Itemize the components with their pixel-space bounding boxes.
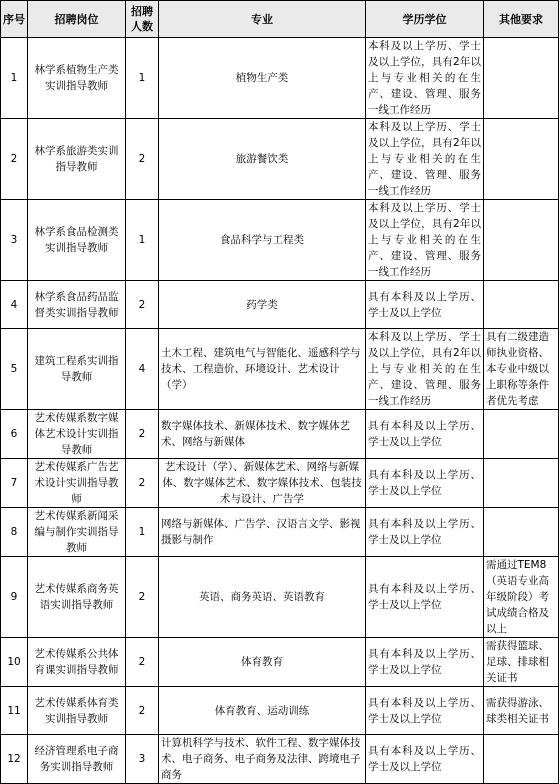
cell-major: 药学类 <box>159 281 366 329</box>
cell-index: 7 <box>1 459 28 508</box>
cell-degree: 具有本科及以上学历、学士及以上学位 <box>366 281 484 329</box>
table-row <box>1 557 559 638</box>
cell-other <box>484 459 559 508</box>
cell-position: 艺术传媒系新闻采编与制作实训指导教师 <box>28 508 126 557</box>
header-count: 招聘人数 <box>126 1 159 38</box>
cell-count: 2 <box>126 687 159 735</box>
cell-other: 需获得篮球、足球、排球相关证书 <box>484 638 559 687</box>
header-other: 其他要求 <box>484 1 559 38</box>
cell-position: 艺术传媒系商务英语实训指导教师 <box>28 557 126 638</box>
cell-other <box>484 735 559 784</box>
cell-major: 体育教育、运动训练 <box>159 687 366 735</box>
cell-other: 需通过TEM8（英语专业高年级阶段）考试成绩合格及以上 <box>484 557 559 638</box>
cell-position: 林学系旅游类实训指导教师 <box>28 119 126 200</box>
cell-position: 建筑工程系实训指导教师 <box>28 329 126 410</box>
cell-major: 数字媒体技术、新媒体技术、数字媒体艺术、网络与新媒体 <box>159 410 366 459</box>
cell-major: 食品科学与工程类 <box>159 200 366 281</box>
table-row <box>1 200 559 281</box>
cell-count: 2 <box>126 459 159 508</box>
cell-index: 3 <box>1 200 28 281</box>
cell-count: 2 <box>126 557 159 638</box>
cell-count: 2 <box>126 638 159 687</box>
table-row <box>1 687 559 735</box>
cell-index: 8 <box>1 508 28 557</box>
cell-degree: 本科及以上学历、学士及以上学位，具有2年以上与专业相关的在生产、建设、管理、服务一线工作经历 <box>366 329 484 410</box>
cell-index: 12 <box>1 735 28 784</box>
cell-position: 艺术传媒系数字媒体艺术设计实训指导教师 <box>28 410 126 459</box>
header-row <box>1 1 559 38</box>
cell-major: 计算机科学与技术、软件工程、数字媒体技术、电子商务、电子商务及法律、跨境电子商务 <box>159 735 366 784</box>
cell-degree: 具有本科及以上学历、学士及以上学位 <box>366 410 484 459</box>
cell-index: 4 <box>1 281 28 329</box>
cell-index: 1 <box>1 38 28 119</box>
cell-other: 具有二级建造师执业资格、本专业中级以上职称等条件者优先考虑 <box>484 329 559 410</box>
table-row <box>1 508 559 557</box>
cell-other <box>484 38 559 119</box>
cell-position: 林学系食品检测类实训指导教师 <box>28 200 126 281</box>
header-major: 专业 <box>159 1 366 38</box>
cell-major: 土木工程、建筑电气与智能化、遥感科学与技术、工程造价、环境设计、艺术设计（学） <box>159 329 366 410</box>
cell-degree: 本科及以上学历、学士及以上学位，具有2年以上与专业相关的在生产、建设、管理、服务一线工作经历 <box>366 119 484 200</box>
cell-other <box>484 508 559 557</box>
cell-index: 5 <box>1 329 28 410</box>
cell-major: 体育教育 <box>159 638 366 687</box>
cell-other <box>484 200 559 281</box>
cell-index: 6 <box>1 410 28 459</box>
header-index: 序号 <box>1 1 28 38</box>
cell-count: 4 <box>126 329 159 410</box>
cell-position: 艺术传媒系体育类实训指导教师 <box>28 687 126 735</box>
cell-degree: 具有本科及以上学历、学士及以上学位 <box>366 687 484 735</box>
cell-other <box>484 119 559 200</box>
cell-count: 3 <box>126 735 159 784</box>
table-row <box>1 329 559 410</box>
cell-degree: 本科及以上学历、学士及以上学位，具有2年以上与专业相关的在生产、建设、管理、服务一线工作经历 <box>366 200 484 281</box>
cell-count: 1 <box>126 38 159 119</box>
cell-index: 10 <box>1 638 28 687</box>
cell-other <box>484 410 559 459</box>
cell-position: 经济管理系电子商务实训指导教师 <box>28 735 126 784</box>
cell-index: 2 <box>1 119 28 200</box>
cell-count: 2 <box>126 410 159 459</box>
cell-count: 2 <box>126 281 159 329</box>
cell-degree: 具有本科及以上学历、学士及以上学位 <box>366 459 484 508</box>
table-row <box>1 735 559 784</box>
header-degree: 学历学位 <box>366 1 484 38</box>
cell-degree: 具有本科及以上学历、学士及以上学位 <box>366 735 484 784</box>
table-row <box>1 119 559 200</box>
cell-major: 旅游餐饮类 <box>159 119 366 200</box>
cell-major: 网络与新媒体、广告学、汉语言文学、影视摄影与制作 <box>159 508 366 557</box>
cell-position: 林学系植物生产类实训指导教师 <box>28 38 126 119</box>
cell-count: 2 <box>126 119 159 200</box>
cell-position: 艺术传媒系广告艺术设计实训指导教师 <box>28 459 126 508</box>
cell-degree: 具有本科及以上学历、学士及以上学位 <box>366 508 484 557</box>
cell-degree: 具有本科及以上学历、学士及以上学位 <box>366 638 484 687</box>
cell-index: 11 <box>1 687 28 735</box>
cell-major: 艺术设计（学）、新媒体艺术、网络与新媒体、数字媒体艺术、数字媒体技术、包装技术与设计、广告学 <box>159 459 366 508</box>
table-row <box>1 638 559 687</box>
table-row <box>1 38 559 119</box>
cell-other: 需获得游泳、球类相关证书 <box>484 687 559 735</box>
table-row <box>1 410 559 459</box>
cell-position: 艺术传媒系公共体育课实训指导教师 <box>28 638 126 687</box>
table-row <box>1 281 559 329</box>
cell-other <box>484 281 559 329</box>
cell-count: 1 <box>126 200 159 281</box>
cell-index: 9 <box>1 557 28 638</box>
cell-major: 植物生产类 <box>159 38 366 119</box>
cell-position: 林学系食品药品监督类实训指导教师 <box>28 281 126 329</box>
cell-degree: 本科及以上学历、学士及以上学位，具有2年以上与专业相关的在生产、建设、管理、服务一线工作经历 <box>366 38 484 119</box>
cell-count: 1 <box>126 508 159 557</box>
table-row <box>1 459 559 508</box>
cell-major: 英语、商务英语、英语教育 <box>159 557 366 638</box>
header-position: 招聘岗位 <box>28 1 126 38</box>
cell-degree: 具有本科及以上学历、学士及以上学位 <box>366 557 484 638</box>
